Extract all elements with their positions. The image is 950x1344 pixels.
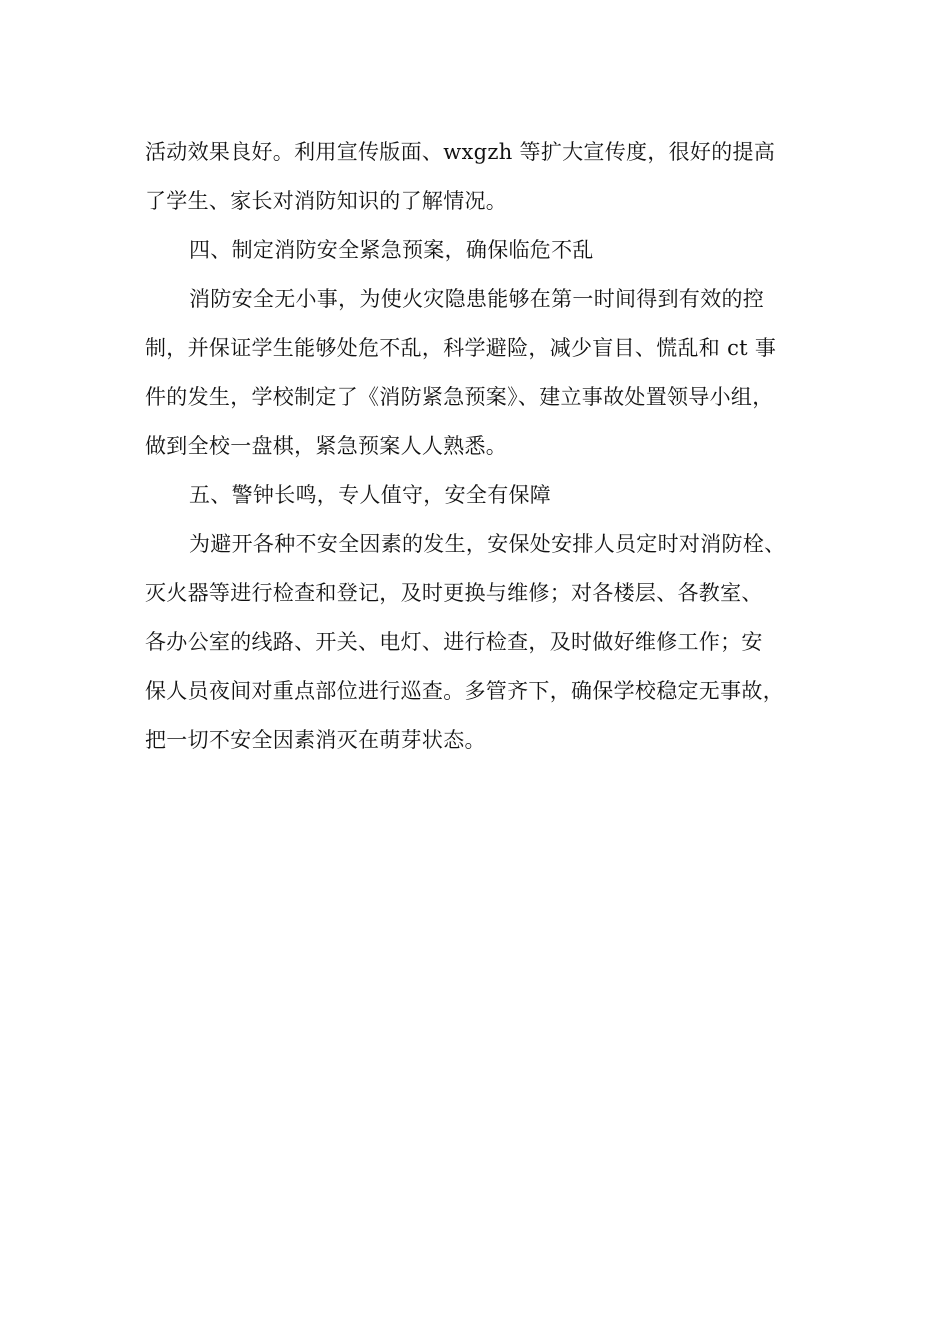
document-body bbox=[145, 128, 835, 765]
paragraph-line: 各办公室的线路、开关、电灯、进行检查，及时做好维修工作；安 bbox=[145, 630, 763, 654]
paragraph-line: 做到全校一盘棋，紧急预案人人熟悉。 bbox=[145, 434, 508, 458]
paragraph-line: 把一切不安全因素消灭在萌芽状态。 bbox=[145, 728, 486, 752]
section-heading: 四、制定消防安全紧急预案，确保临危不乱 bbox=[189, 238, 594, 262]
paragraph-line: 消防安全无小事，为使火灾隐患能够在第一时间得到有效的控 bbox=[189, 287, 765, 311]
paragraph-line: 了学生、家长对消防知识的了解情况。 bbox=[145, 189, 508, 213]
paragraph-line: 活动效果良好。利用宣传版面、wxgzh 等扩大宣传度，很好的提高 bbox=[145, 140, 776, 164]
paragraph-line: 件的发生，学校制定了《消防紧急预案》、建立事故处置领导小组， bbox=[145, 385, 774, 409]
section-heading: 五、警钟长鸣，专人值守，安全有保障 bbox=[189, 483, 552, 507]
paragraph-line: 灭火器等进行检查和登记，及时更换与维修；对各楼层、各教室、 bbox=[145, 581, 763, 605]
paragraph-line: 保人员夜间对重点部位进行巡查。多管齐下，确保学校稳定无事故， bbox=[145, 679, 784, 703]
paragraph-line: 制，并保证学生能够处危不乱，科学避险，减少盲目、慌乱和 ct 事 bbox=[145, 336, 777, 360]
paragraph-line: 为避开各种不安全因素的发生，安保处安排人员定时对消防栓、 bbox=[189, 532, 786, 556]
